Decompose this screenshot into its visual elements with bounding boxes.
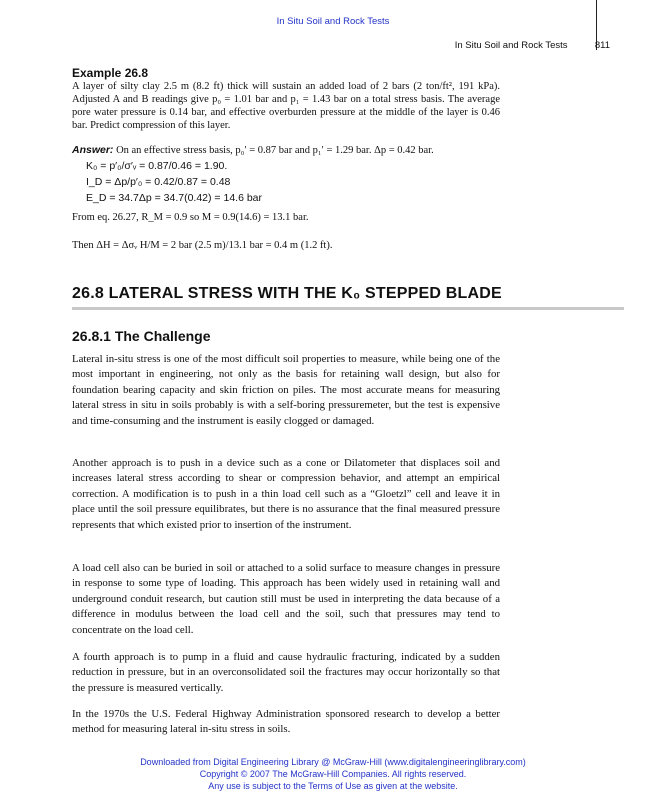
section-title: 26.8 LATERAL STRESS WITH THE K₀ STEPPED BLADE — [72, 285, 502, 302]
answer-text: On an effective stress basis, p₀′ = 0.87 bar and p₁′ = 1.29 bar. Δp = 0.42 bar. — [116, 145, 434, 156]
answer-label: Answer: — [72, 144, 114, 156]
paragraph: Another approach is to push in a device such as a cone or Dilatometer that displaces soil and increases lateral stress according to shear or compression behavior, and attempt an empirical correction. A modification is to push in a thin load cell such as a “Gloetzl” cell and leave it in place until the soil pressure equilibrates, but there is no assurance that the final measured pressure represents that which existed prior to insertion of the instrument. — [72, 457, 500, 531]
paragraph: Lateral in-situ stress is one of the most difficult soil properties to measure, while being one of the most important in engineering, not only as the basis for retaining wall design, but also for foundation bearing capacity and skin friction on piles. The most accurate means for measuring lateral stress in situ in soils probably is with a self-boring pressuremeter, but the test is expensive and time-consuming and the instrument is easily clogged or damaged. — [72, 353, 500, 427]
equation-k0: K₀ = p′₀/σ′ᵥ = 0.87/0.46 = 1.90. — [86, 160, 228, 172]
footer-download-link[interactable]: Downloaded from Digital Engineering Library @ McGraw-Hill (www.digitalengineeringlibrary.com) — [140, 757, 526, 767]
paragraph: In the 1970s the U.S. Federal Highway Administration sponsored research to develop a better method for measuring lateral in-situ stress in soils. — [72, 708, 500, 736]
example-answer — [72, 144, 500, 156]
equation-ed: E_D = 34.7Δp = 34.7(0.42) = 14.6 bar — [86, 192, 263, 204]
paragraph: A fourth approach is to pump in a fluid and cause hydraulic fracturing, indicated by a sudden reduction in pressure, but in an overconsolidated soil the fractures may occur horizontally so that the pressure is measured vertically. — [72, 651, 500, 694]
running-head — [455, 40, 610, 51]
page-number: 811 — [594, 40, 610, 51]
example-body: A layer of silty clay 2.5 m (8.2 ft) thick will sustain an added load of 2 bars (2 ton/ft², 191 kPa). Adjusted A and B readings give p₀ = 1.01 bar and p₁ = 1.43 bar on a total stress basis. The average pore water pressure is 0.14 bar, and effective overburden pressure at the middle of the layer is 0.46 bar. Predict compression of this layer. — [72, 81, 500, 131]
example-title: Example 26.8 — [72, 66, 149, 80]
footer-copyright: Copyright © 2007 The McGraw-Hill Companies. All rights reserved. — [199, 769, 467, 779]
section-rule — [72, 307, 624, 310]
running-head-title: In Situ Soil and Rock Tests — [454, 40, 568, 51]
equation-id: I_D = Δp/p′₀ = 0.42/0.87 = 0.48 — [86, 176, 231, 188]
then-line: Then ΔH = Δσᵥ H/M = 2 bar (2.5 m)/13.1 bar = 0.4 m (1.2 ft). — [72, 240, 333, 251]
paragraph: A load cell also can be buried in soil or attached to a solid surface to measure changes in pressure in response to some type of loading. This approach has been widely used in retaining wall and underground conduit research, but caution still must be used in interpreting the data because of a difference in modulus between the load cell and the soil, such that pressures may tend to concentrate on the load cell. — [72, 562, 500, 636]
footer — [0, 756, 666, 792]
top-banner: In Situ Soil and Rock Tests — [276, 16, 390, 27]
subsection-title: 26.8.1 The Challenge — [72, 328, 211, 344]
footer-terms: Any use is subject to the Terms of Use as given at the website. — [208, 781, 458, 791]
from-equation-line: From eq. 26.27, R_M = 0.9 so M = 0.9(14.6) = 13.1 bar. — [72, 212, 309, 223]
